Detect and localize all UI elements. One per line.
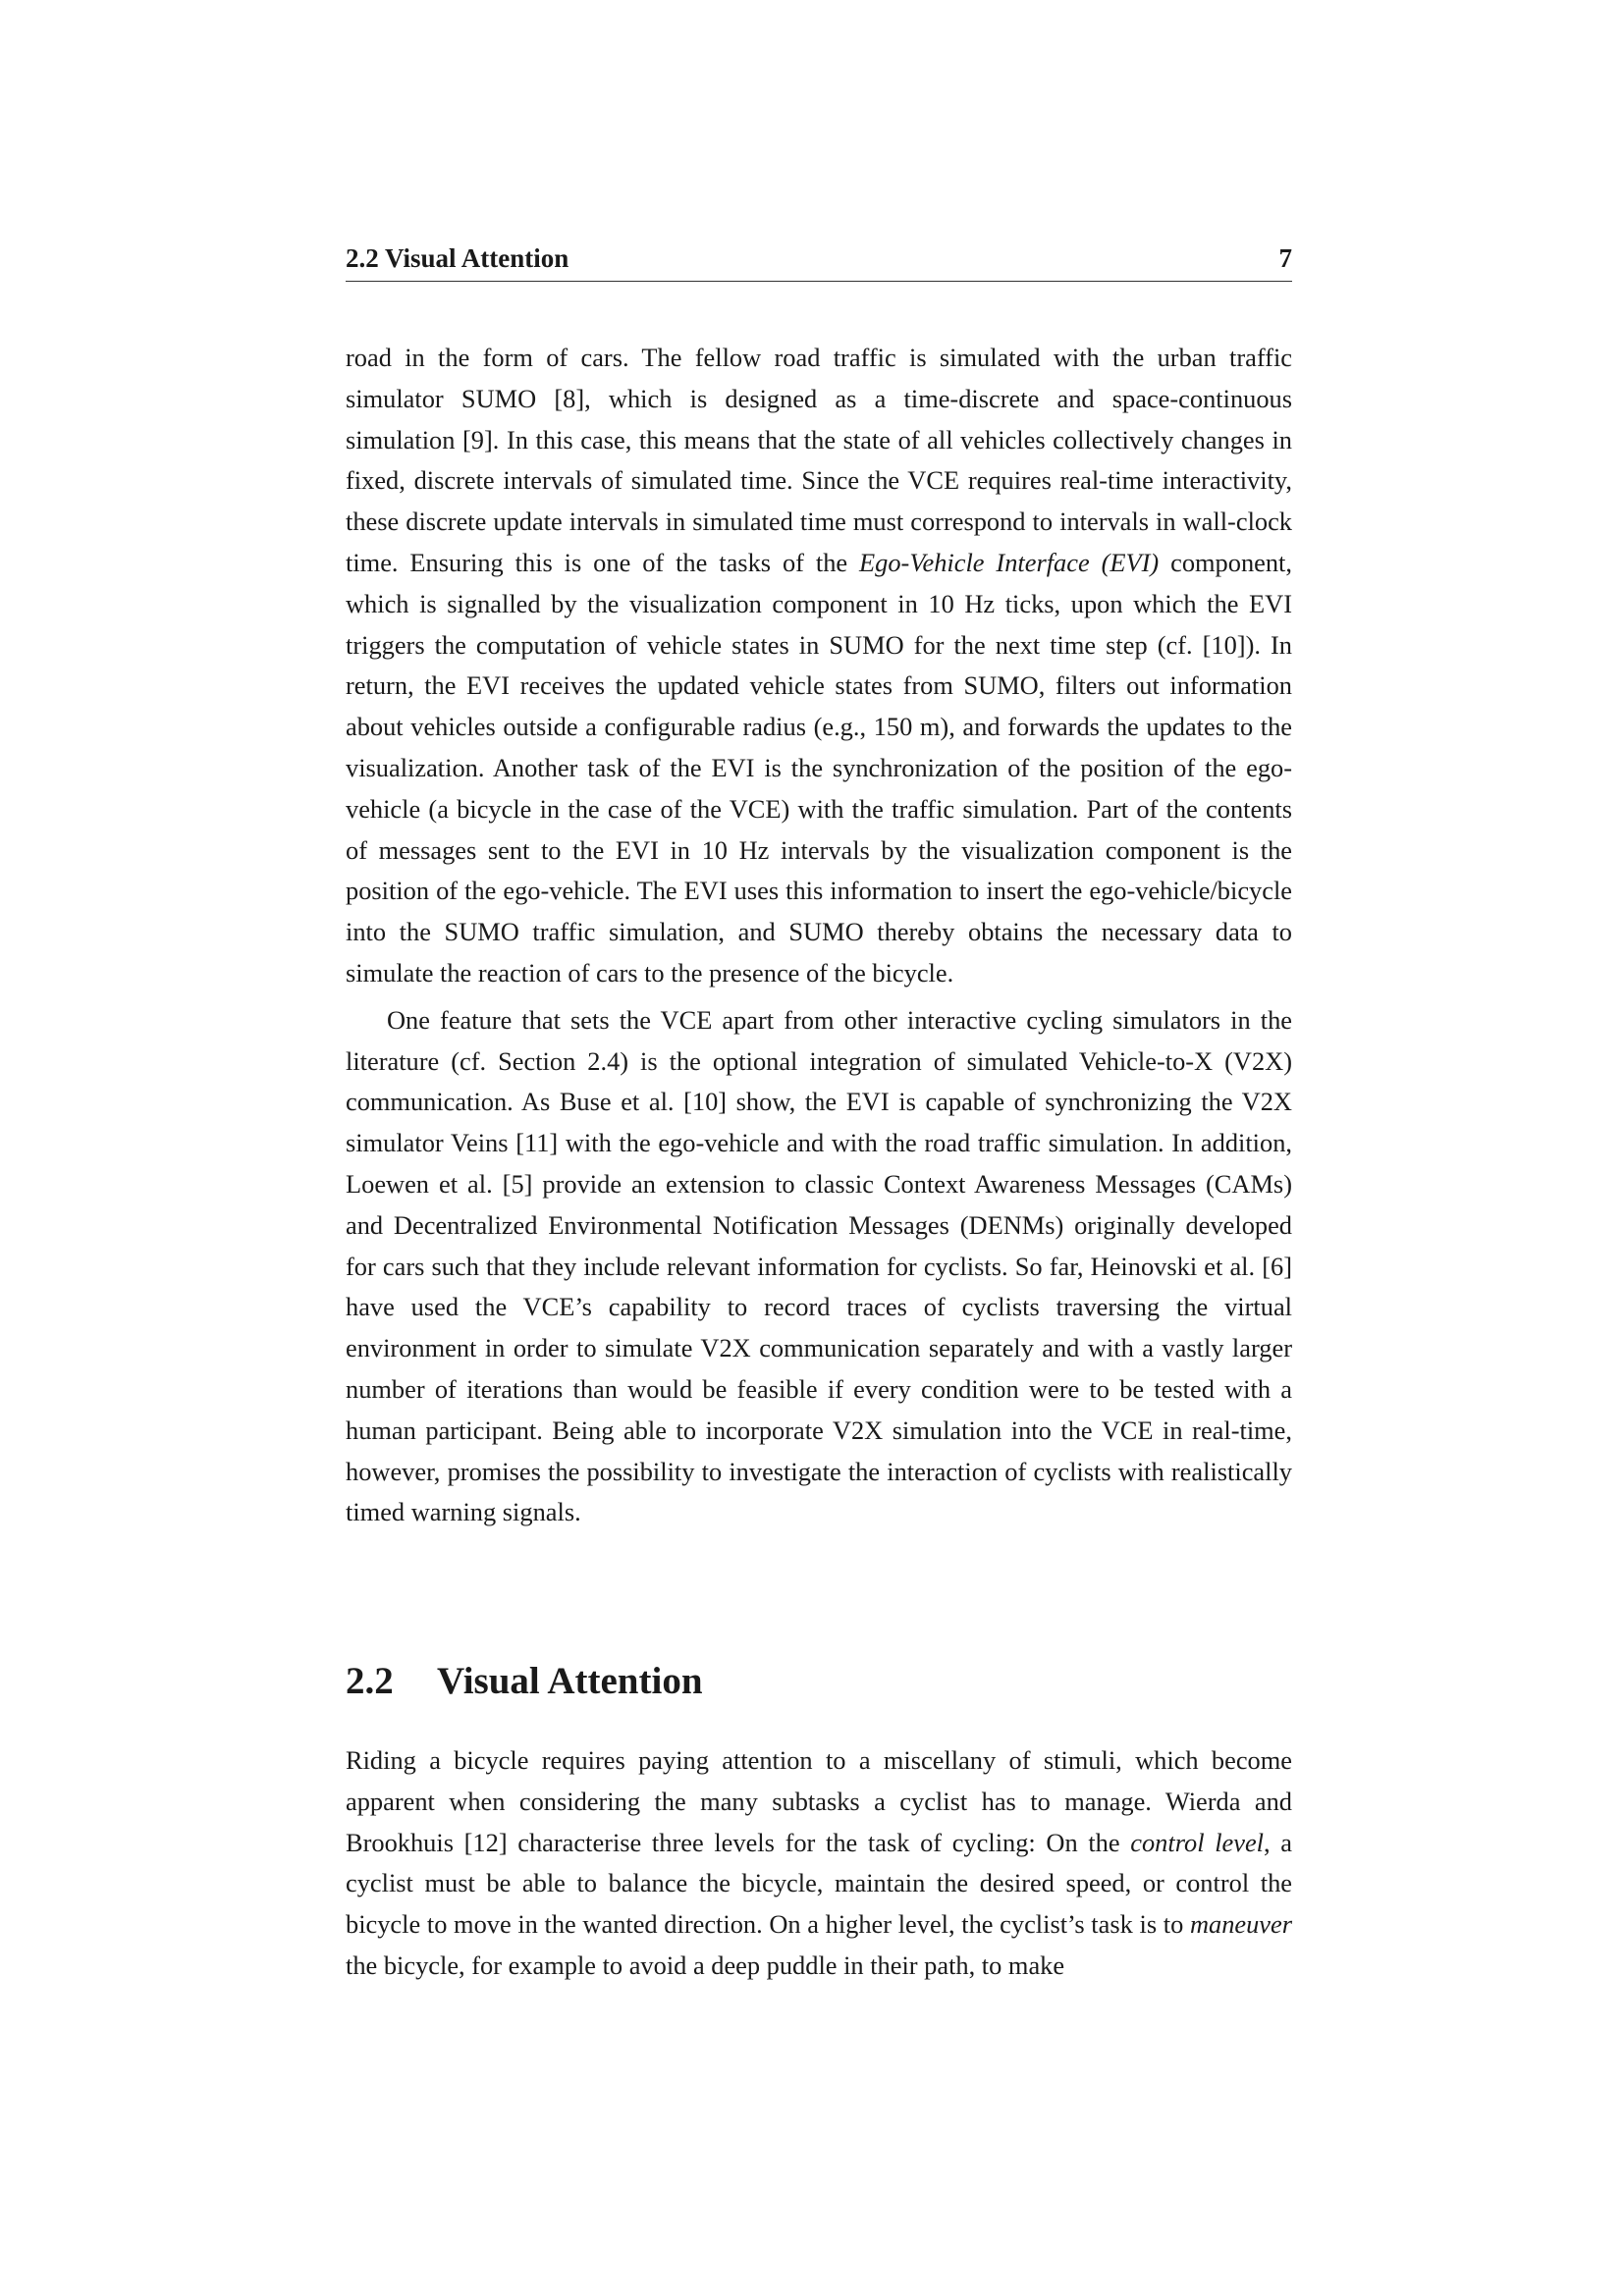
body-text <box>346 338 1292 1533</box>
paragraph-1-part-2: component, which is signalled by the visualization component in 10 Hz ticks, upon which the EVI triggers the computation of vehicle states in SUMO for the next time step (cf. [10]). In return, the EVI receives the updated vehicle states from SUMO, filters out information about vehicles outside a configurable radius (e.g., 150 m), and forwards the updates to the visualization. Another task of the EVI is the synchronization of the position of the ego-vehicle (a bicycle in the case of the VCE) with the traffic simulation. Part of the contents of messages sent to the EVI in 10 Hz intervals by the visualization component is the position of the ego-vehicle. The EVI uses this information to insert the ego-vehicle/bicycle into the SUMO traffic simulation, and SUMO thereby obtains the necessary data to simulate the reaction of cars to the presence of the bicycle. <box>346 547 1292 988</box>
paragraph-2: One feature that sets the VCE apart from other interactive cycling simulators in the literature (cf. Section 2.4) is the optional integration of simulated Vehicle-to-X (V2X) communication. As Buse et al. [10] show, the EVI is capable of synchronizing the V2X simulator Veins [11] with the ego-vehicle and with the road traffic simulation. In addition, Loewen et al. [5] provide an extension to classic Context Awareness Messages (CAMs) and Decentralized Environmental Notification Messages (DENMs) originally developed for cars such that they include relevant information for cyclists. So far, Heinovski et al. [6] have used the VCE’s capability to record traces of cyclists traversing the virtual environment in order to simulate V2X communication separately and with a vastly larger number of iterations than would be feasible if every condition were to be tested with a human participant. Being able to incorporate V2X simulation into the VCE in real-time, however, promises the possibility to investigate the interaction of cyclists with realistically timed warning signals. <box>346 1004 1292 1527</box>
running-head-title: 2.2 Visual Attention <box>346 243 569 273</box>
paragraph-1 <box>346 338 1292 994</box>
paragraph-1-emphasis: Ego-Vehicle Interface (EVI) <box>859 547 1160 577</box>
section-body-text <box>346 1740 1292 1987</box>
page-number: 7 <box>1278 243 1292 273</box>
paragraph-3 <box>346 1740 1292 1987</box>
paragraph-1-part-1: road in the form of cars. The fellow road traffic is simulated with the urban traffic simulator SUMO [8], which is designed as a time-discrete and space-continuous simulation [9]. In this case, this means that the state of all vehicles collectively changes in fixed, discrete intervals of simulated time. Since the VCE requires real-time interactivity, these discrete update intervals in simulated time must correspond to intervals in wall-clock time. Ensuring this is one of the tasks of the <box>346 343 1292 577</box>
running-head <box>346 241 1292 282</box>
paragraph-3-emphasis-1: control level <box>1130 1827 1264 1857</box>
paragraph-3-emphasis-2: maneuver <box>1189 1909 1292 1940</box>
paragraph-3-part-3: the bicycle, for example to avoid a deep puddle in their path, to make <box>346 1949 1065 1980</box>
section-heading <box>346 1657 1292 1706</box>
section-number: 2.2 <box>346 1660 394 1702</box>
paragraph-3-part-2: , a cyclist must be able to balance the bicycle, maintain the desired speed, or control the bicycle to move in the wanted direction. On a higher level, the cyclist’s task is to <box>346 1827 1292 1940</box>
section-title: Visual Attention <box>437 1660 703 1702</box>
paragraph-3-part-1: Riding a bicycle requires paying attention to a miscellany of stimuli, which become apparent when considering the many subtasks a cyclist has to manage. Wierda and Brookhuis [12] characterise three levels for the task of cycling: On the <box>346 1745 1292 1857</box>
